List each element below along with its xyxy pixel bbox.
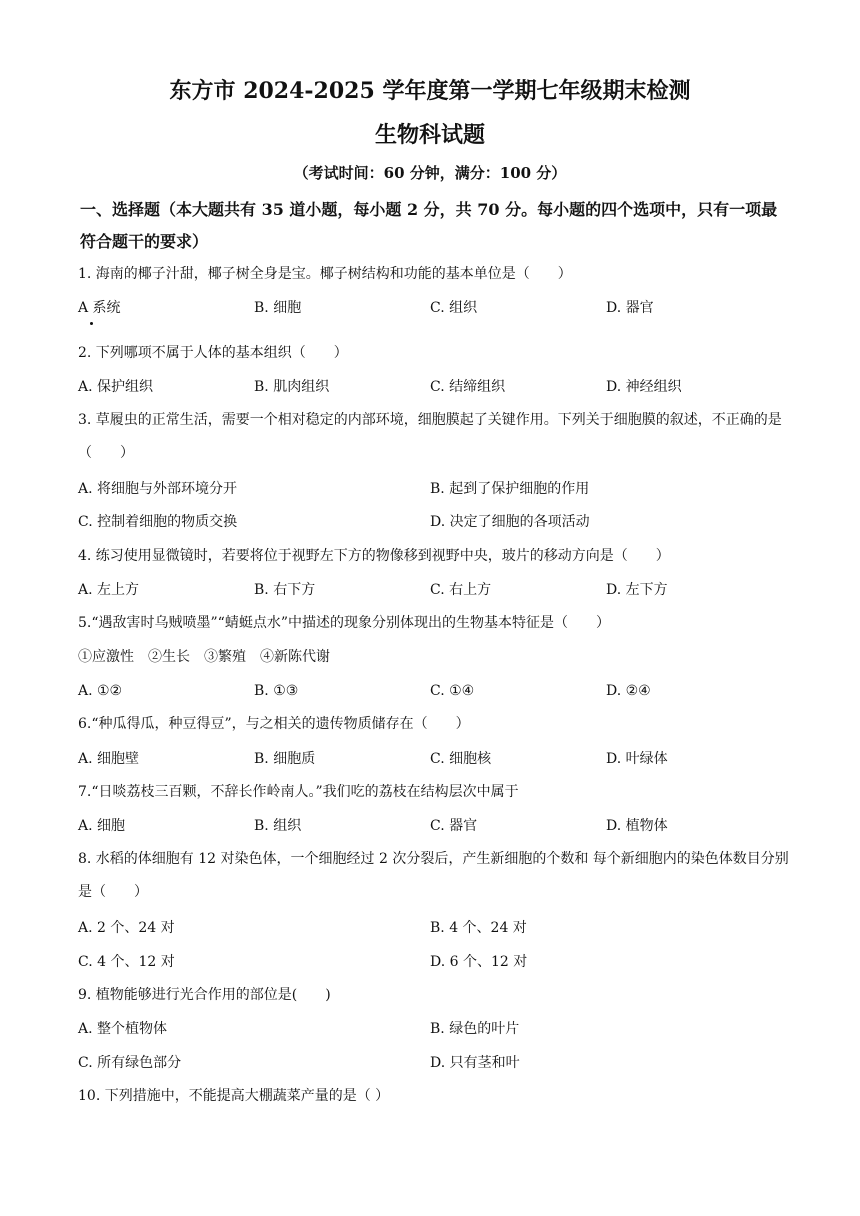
q9-option-b: B. 绿色的叶片 xyxy=(430,1021,520,1037)
question-7: 7.“日啖荔枝三百颗，不辞长作岭南人。”我们吃的荔枝在结构层次中属于 xyxy=(78,784,519,800)
q7-option-b: B. 组织 xyxy=(254,818,302,834)
q6-option-d: D. 叶绿体 xyxy=(606,751,668,767)
q8-option-a: A. 2 个、24 对 xyxy=(78,920,175,936)
question-9: 9. 植物能够进行光合作用的部位是( ) xyxy=(78,987,331,1003)
q4-option-d: D. 左下方 xyxy=(606,582,668,598)
question-6: 6.“种瓜得瓜，种豆得豆”，与之相关的遗传物质储存在（ ） xyxy=(78,716,470,732)
question-10: 10. 下列措施中，不能提高大棚蔬菜产量的是（ ） xyxy=(78,1088,390,1104)
q3-option-a: A. 将细胞与外部环境分开 xyxy=(78,481,238,497)
q8-option-d: D. 6 个、12 对 xyxy=(430,954,528,970)
q7-option-c: C. 器官 xyxy=(430,818,478,834)
q6-option-a: A. 细胞壁 xyxy=(78,751,140,767)
q5-option-d: D. ②④ xyxy=(606,683,651,699)
q9-option-d: D. 只有茎和叶 xyxy=(430,1055,520,1071)
exam-subject: 生物科试题 xyxy=(374,122,485,148)
q2-option-d: D. 神经组织 xyxy=(606,379,682,395)
q2-option-c: C. 结缔组织 xyxy=(430,379,506,395)
question-1: 1. 海南的椰子汁甜，椰子树全身是宝。椰子树结构和功能的基本单位是（ ） xyxy=(78,266,572,282)
q3-option-c: C. 控制着细胞的物质交换 xyxy=(78,514,238,530)
question-8: 8. 水稻的体细胞有 12 对染色体，一个细胞经过 2 次分裂后，产生新细胞的个数和 每个新细胞内的染色体数目分别是（ ） xyxy=(78,851,789,900)
question-3: 3. 草履虫的正常生活，需要一个相对稳定的内部环境，细胞膜起了关键作用。下列关于细胞膜的叙述，不正确的是（ ） xyxy=(78,412,782,461)
q2-option-a: A. 保护组织 xyxy=(78,379,154,395)
q7-option-d: D. 植物体 xyxy=(606,818,668,834)
stray-dot xyxy=(90,322,93,325)
q8-option-c: C. 4 个、12 对 xyxy=(78,954,175,970)
q5-option-b: B. ①③ xyxy=(254,683,299,699)
question-2: 2. 下列哪项不属于人体的基本组织（ ） xyxy=(78,345,348,361)
q3-option-d: D. 决定了细胞的各项活动 xyxy=(430,514,590,530)
q1-option-d: D. 器官 xyxy=(606,300,654,316)
q1-option-c: C. 组织 xyxy=(430,300,478,316)
exam-info: （考试时间：60 分钟，满分：100 分） xyxy=(293,164,567,182)
q4-option-b: B. 右下方 xyxy=(254,582,316,598)
question-5: 5.“遇敌害时乌贼喷墨”“蜻蜓点水”中描述的现象分别体现出的生物基本特征是（ ） xyxy=(78,615,610,631)
section-heading: 一、选择题（本大题共有 35 道小题，每小题 2 分，共 70 分。每小题的四个选项中，只有一项最符合题干的要求） xyxy=(80,200,778,251)
exam-title: 东方市 2024-2025 学年度第一学期七年级期末检测 xyxy=(169,78,691,104)
q4-option-c: C. 右上方 xyxy=(430,582,492,598)
q3-option-b: B. 起到了保护细胞的作用 xyxy=(430,481,590,497)
q5-option-a: A. ①② xyxy=(78,683,123,699)
q1-option-a: A 系统 xyxy=(78,300,121,316)
q6-option-c: C. 细胞核 xyxy=(430,751,492,767)
question-4: 4. 练习使用显微镜时，若要将位于视野左下方的物像移到视野中央，玻片的移动方向是（ ） xyxy=(78,548,670,564)
q6-option-b: B. 细胞质 xyxy=(254,751,316,767)
q5-option-c: C. ①④ xyxy=(430,683,475,699)
q7-option-a: A. 细胞 xyxy=(78,818,126,834)
q1-option-b: B. 细胞 xyxy=(254,300,302,316)
q9-option-a: A. 整个植物体 xyxy=(78,1021,168,1037)
q4-option-a: A. 左上方 xyxy=(78,582,140,598)
q9-option-c: C. 所有绿色部分 xyxy=(78,1055,182,1071)
q8-option-b: B. 4 个、24 对 xyxy=(430,920,527,936)
q2-option-b: B. 肌肉组织 xyxy=(254,379,330,395)
q5-items: ①应激性 ②生长 ③繁殖 ④新陈代谢 xyxy=(78,649,330,665)
